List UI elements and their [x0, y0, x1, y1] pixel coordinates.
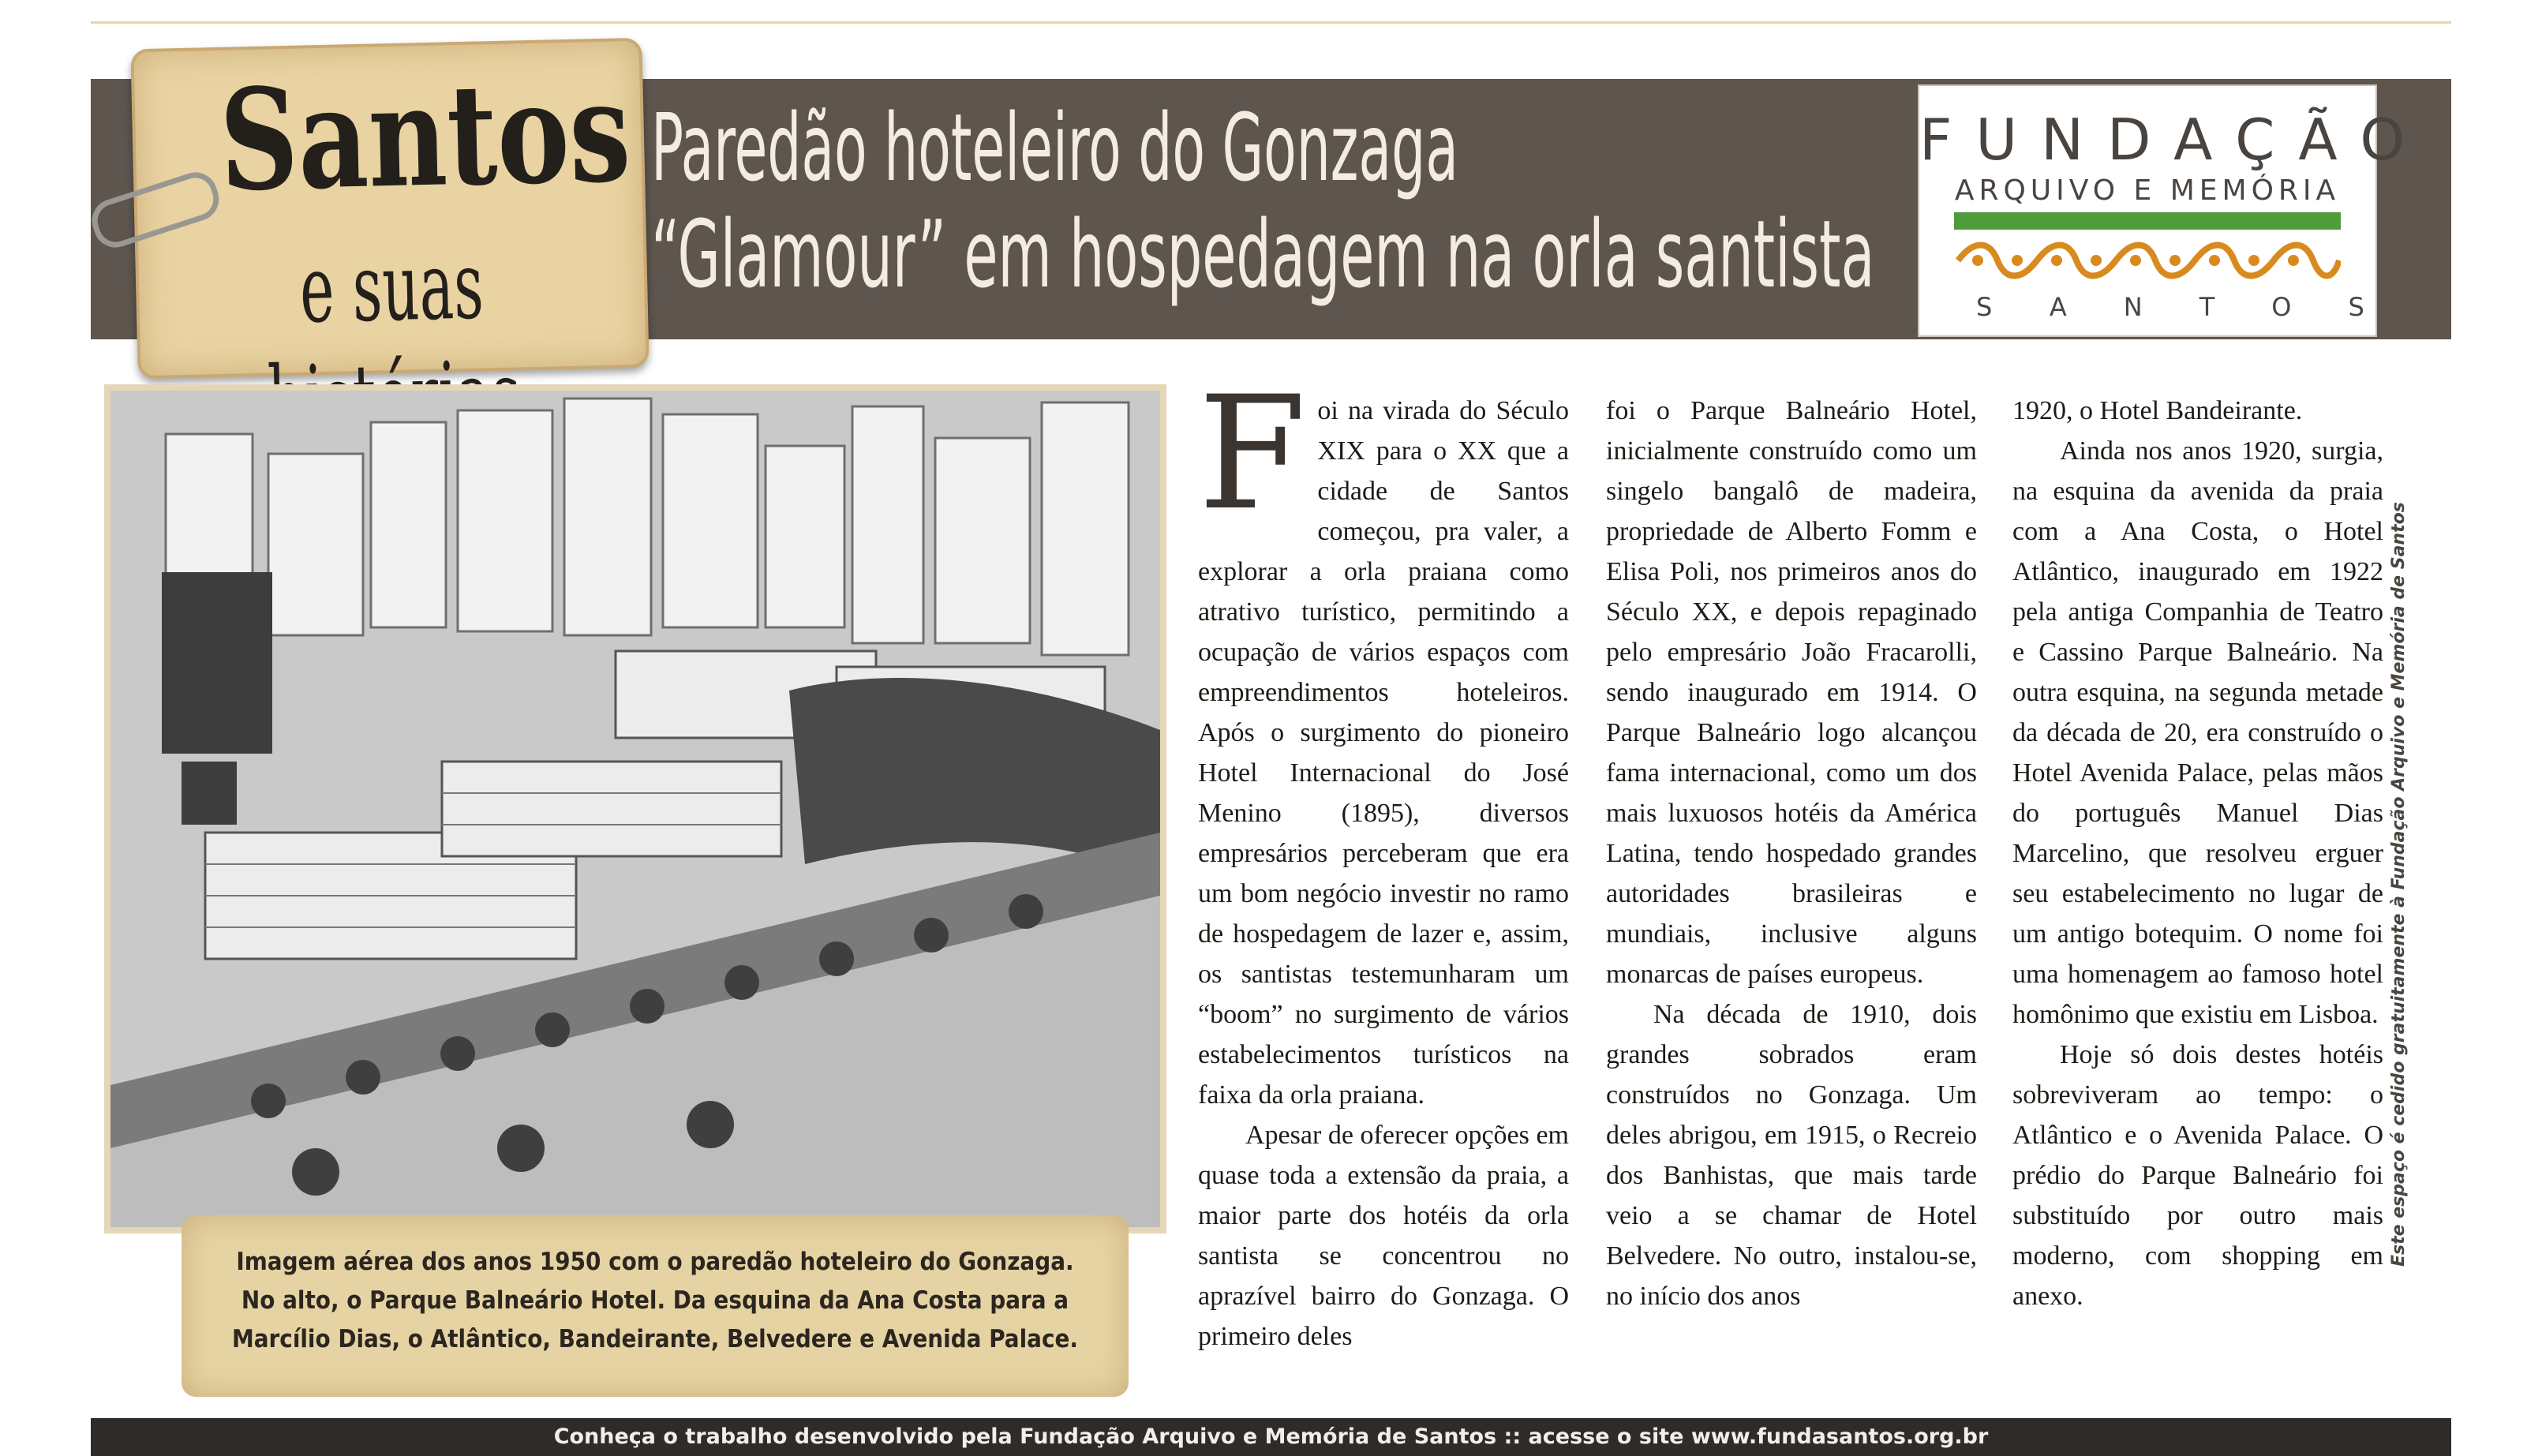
- photo-caption: Imagem aérea dos anos 1950 com o paredão hoteleiro do Gonzaga. No alto, o Parque Balneário Hotel. Da esquina da Ana Costa para a Marcílio Dias, o Atlântico, Bandeirante, Belvedere e Avenida Palace.: [231, 1248, 1079, 1353]
- footer-text: Conheça o trabalho desenvolvido pela Fundação Arquivo e Memória de Santos :: acesse o site www.fundasantos.org.br: [553, 1424, 1989, 1449]
- headline: [651, 95, 1914, 308]
- article-paragraph: 1920, o Hotel Bandeirante.: [2012, 396, 2303, 425]
- series-title: Santos: [218, 50, 632, 223]
- headline-line-1: Paredão hoteleiro do Gonzaga: [651, 93, 1458, 202]
- side-credit: Este espaço é cedido gratuitamente à Fundação Arquivo e Memória de Santos: [2389, 502, 2409, 1267]
- article-column-1: [1198, 362, 1569, 1357]
- drop-cap: F: [1198, 362, 1307, 545]
- article-paragraph: Hoje só dois destes hotéis sobreviveram ao tempo: o Atlântico e o Avenida Palace. O prédio do Parque Balneário foi substituído por outro mais moderno, com shopping em anexo.: [2012, 1040, 2383, 1311]
- logo-ornament-icon: [1954, 236, 2341, 285]
- logo-bottom-text: SANTOS: [1976, 292, 2421, 322]
- series-subtitle: e suas: [298, 230, 485, 344]
- article-column-3: [2012, 391, 2383, 1316]
- footer-bar: [91, 1418, 2451, 1456]
- aerial-photo-drawing: [110, 391, 1160, 1227]
- article-paragraph: Ainda nos anos 1920, surgia, na esquina da avenida da praia com a Ana Costa, o Hotel Atlântico, inaugurado em 1922 pela antiga Companhia de Teatro e Cassino Parque Balneário. Na outra esquina, na segunda metade da década de 20, era construído o Hotel Avenida Palace, pelas mãos do português Manuel Dias Marcelino, que resolveu erguer seu estabelecimento no lugar de um antigo botequim. O nome foi uma homenagem ao famoso hotel homônimo que existiu em Lisboa.: [2012, 436, 2383, 1029]
- article-paragraph: Na década de 1910, dois grandes sobrados eram construídos no Gonzaga. Um deles abrigou, em 1915, o Recreio dos Banhistas, que mais tarde veio a se chamar de Hotel Belvedere. No outro, instalou-se, no início dos anos: [1606, 1000, 1977, 1311]
- logo-middle-text: ARQUIVO E MEMÓRIA: [1954, 174, 2341, 207]
- article-paragraph: Apesar de oferecer opções em quase toda a extensão da praia, a maior parte dos hotéis da orla santista se concentrou no aprazível bairro do Gonzaga. O primeiro deles: [1198, 1121, 1569, 1351]
- headline-line-2: “Glamour” em hospedagem na orla santista: [651, 200, 1875, 309]
- logo-top-text: FUNDAÇÃO: [1919, 107, 2429, 173]
- article-paragraph: oi na virada do Século XIX para o XX que a cidade de Santos começou, pra valer, a explorar a orla praiana como atrativo turístico, permitindo a ocupação de vários espaços com empreendimentos hoteleiros. Após o surgimento do pioneiro Hotel Internacional do José Menino (1895), diversos empresários perceberam que era um bom negócio investir no ramo de hospedagem de lazer e, assim, os santistas testemunharam um “boom” no surgimento de vários estabelecimentos turísticos na faixa da orla praiana.: [1198, 396, 1569, 1110]
- top-rule: [91, 21, 2451, 24]
- article-column-2: [1606, 391, 1977, 1316]
- aerial-photo: [110, 391, 1160, 1227]
- logo-green-bar: [1954, 212, 2341, 230]
- article-paragraph: foi o Parque Balneário Hotel, inicialmente construído como um singelo bangalô de madeira, propriedade de Alberto Fomm e Elisa Poli, nos primeiros anos do Século XX, e depois repaginado pelo empresário João Fracarolli, sendo inaugurado em 1914. O Parque Balneário logo alcançou fama internacional, como um dos mais luxuosos hotéis da América Latina, tendo hospedado grandes autoridades brasileiras e mundiais, inclusive alguns monarcas de países europeus.: [1606, 396, 1977, 989]
- fundacao-logo: [1918, 84, 2429, 337]
